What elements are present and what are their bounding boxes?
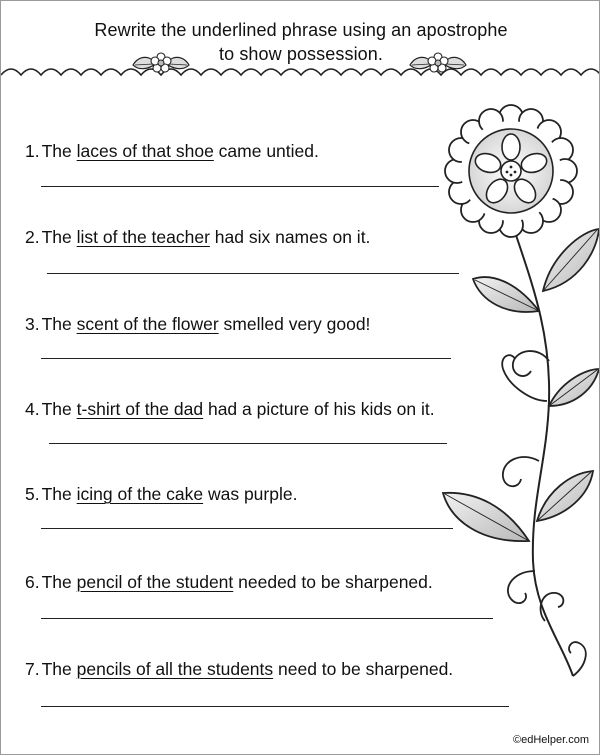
question-text: The (41, 314, 77, 334)
underlined-phrase: icing of the cake (76, 484, 204, 504)
question-text: The (41, 659, 77, 679)
question-text: was purple. (203, 484, 298, 504)
question-number: 4. (25, 399, 40, 419)
underlined-phrase: list of the teacher (76, 227, 210, 247)
question-text: The (41, 227, 77, 247)
question-number: 6. (25, 572, 40, 592)
question-text: needed to be sharpened. (233, 572, 433, 592)
worksheet-header (1, 1, 600, 111)
answer-line[interactable] (41, 358, 451, 359)
flower-with-leaves-icon (129, 51, 193, 77)
question-text: The (41, 141, 77, 161)
question-text: need to be sharpened. (273, 659, 454, 679)
instructions-line-2: to show possession. (219, 44, 383, 64)
question-text: came untied. (213, 141, 319, 161)
question-text: smelled very good! (218, 314, 371, 334)
question-number: 2. (25, 227, 40, 247)
question-4 (25, 399, 435, 420)
question-7 (25, 659, 453, 680)
scalloped-divider (1, 61, 600, 85)
underlined-phrase: t-shirt of the dad (76, 399, 204, 419)
question-1 (25, 141, 319, 162)
underlined-phrase: laces of that shoe (76, 141, 214, 161)
answer-line[interactable] (47, 273, 459, 274)
question-2 (25, 227, 370, 248)
question-text: The (41, 399, 77, 419)
question-text: The (41, 484, 77, 504)
question-text: had six names on it. (209, 227, 371, 247)
flower-vine-illustration (421, 101, 599, 701)
instructions-line-1: Rewrite the underlined phrase using an apostrophe (94, 20, 508, 40)
answer-line[interactable] (41, 706, 509, 707)
question-text: had a picture of his kids on it. (203, 399, 435, 419)
question-6 (25, 572, 433, 593)
question-number: 5. (25, 484, 40, 504)
answer-line[interactable] (49, 443, 447, 444)
underlined-phrase: pencils of all the students (76, 659, 274, 679)
question-number: 3. (25, 314, 40, 334)
answer-line[interactable] (41, 528, 453, 529)
question-number: 7. (25, 659, 40, 679)
flower-with-leaves-icon (406, 51, 470, 77)
underlined-phrase: pencil of the student (76, 572, 234, 592)
underlined-phrase: scent of the flower (76, 314, 219, 334)
copyright-credit: ©edHelper.com (513, 734, 589, 746)
answer-line[interactable] (41, 186, 439, 187)
question-3 (25, 314, 370, 335)
question-5 (25, 484, 297, 505)
question-text: The (41, 572, 77, 592)
question-number: 1. (25, 141, 40, 161)
